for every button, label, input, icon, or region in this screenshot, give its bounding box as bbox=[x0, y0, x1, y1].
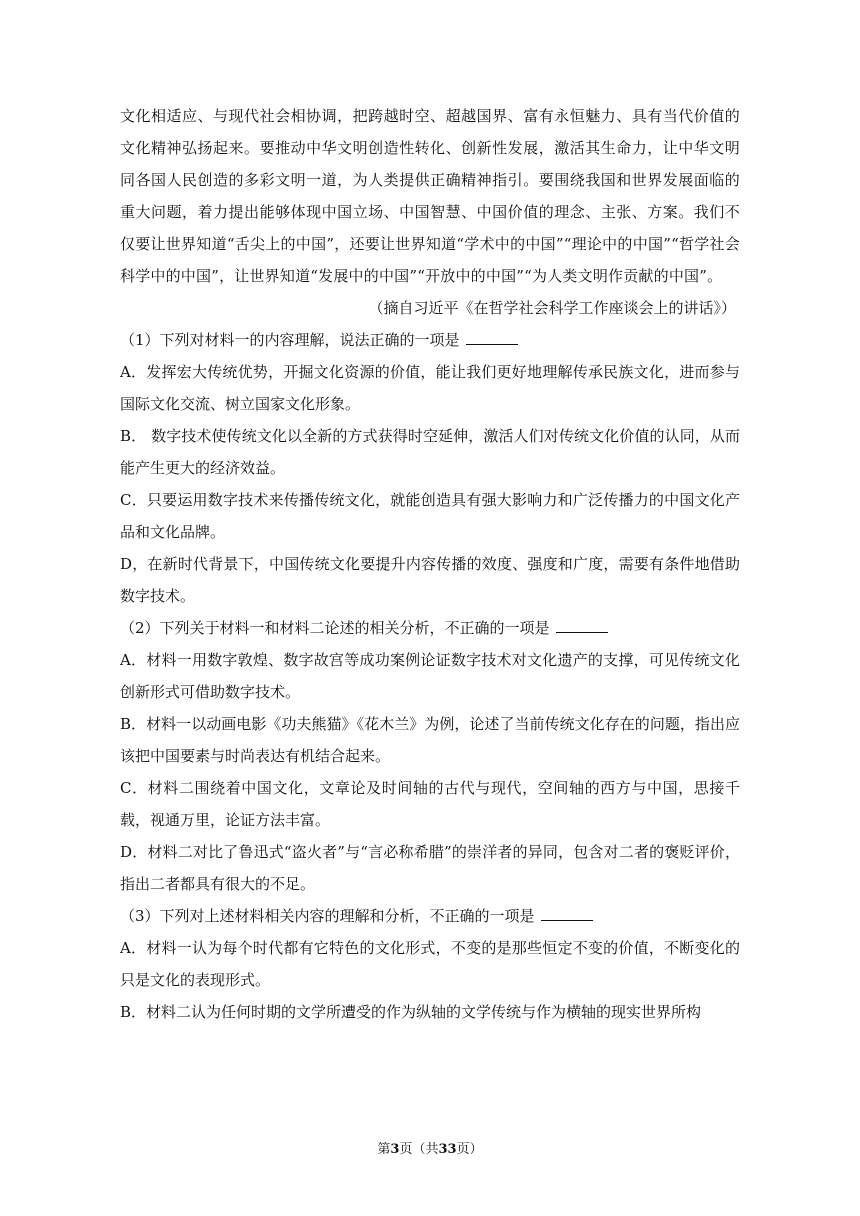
answer-blank bbox=[466, 330, 518, 345]
question-1 bbox=[120, 324, 740, 612]
question-stem: （2）下列关于材料一和材料二论述的相关分析，不正确的一项是 bbox=[120, 612, 740, 644]
option-b: B．材料二认为任何时期的文学所遭受的作为纵轴的文学传统与作为横轴的现实世界所构 bbox=[120, 1003, 702, 1021]
question-stem: （1）下列对材料一的内容理解，说法正确的一项是 bbox=[120, 324, 740, 356]
exam-page-content bbox=[120, 100, 740, 1028]
option-a: A．发挥宏大传统优势，开掘文化资源的价值，能让我们更好地理解传承民族文化，进而参与国际文化交流、树立国家文化形象。 bbox=[120, 363, 740, 413]
option-b: B． 数字技术使传统文化以全新的方式获得时空延伸，激活人们对传统文化价值的认同，从而能产生更大的经济效益。 bbox=[120, 427, 740, 477]
option-a: A．材料一认为每个时代都有它特色的文化形式，不变的是那些恒定不变的价值，不断变化的只是文化的表现形式。 bbox=[120, 939, 740, 989]
option-b: B．材料一以动画电影《功夫熊猫》《花木兰》为例，论述了当前传统文化存在的问题，指出应该把中国要素与时尚表达有机结合起来。 bbox=[120, 715, 740, 765]
page-footer: 第3页（共33页） bbox=[377, 1142, 483, 1157]
material-two-text: 文化相适应、与现代社会相协调，把跨越时空、超越国界、富有永恒魅力、具有当代价值的文化精神弘扬起来。要推动中华文明创造性转化、创新性发展，激活其生命力，让中华文明同各国人民创造的多彩文明一道，为人类提供正确精神指引。要围绕我国和世界发展面临的重大问题，着力提出能够体现中国立场、中国智慧、中国价值的理念、主张、方案。我们不仅要让世界知道“舌尖上的中国”，还要让世界知道“学术中的中国”“理论中的中国”“哲学社会科学中的中国”，让世界知道“发展中的中国”“开放中的中国”“为人类文明作贡献的中国”。 bbox=[120, 107, 740, 285]
option-c: C．只要运用数字技术来传播传统文化，就能创造具有强大影响力和广泛传播力的中国文化产品和文化品牌。 bbox=[120, 491, 740, 541]
option-d: D，在新时代背景下，中国传统文化要提升内容传播的效度、强度和广度，需要有条件地借助数字技术。 bbox=[120, 555, 740, 605]
option-a: A．材料一用数字敦煌、数字故宫等成功案例论证数字技术对文化遗产的支撑，可见传统文化创新形式可借助数字技术。 bbox=[120, 651, 740, 701]
option-c: C．材料二围绕着中国文化，文章论及时间轴的古代与现代，空间轴的西方与中国，思接千载，视通万里，论证方法丰富。 bbox=[120, 779, 740, 829]
answer-blank bbox=[556, 618, 608, 633]
source-citation: （摘自习近平《在哲学社会科学工作座谈会上的讲话》） bbox=[368, 299, 736, 317]
question-2 bbox=[120, 612, 740, 900]
answer-blank bbox=[541, 906, 593, 921]
option-d: D．材料二对比了鲁迅式“盗火者”与“言必称希腊”的崇洋者的异同，包含对二者的褒贬评价，指出二者都具有很大的不足。 bbox=[120, 843, 740, 893]
page-total: 33 bbox=[438, 1142, 457, 1157]
question-stem: （3）下列对上述材料相关内容的理解和分析，不正确的一项是 bbox=[120, 900, 740, 932]
question-3 bbox=[120, 900, 740, 1028]
page-number: 3 bbox=[390, 1142, 400, 1157]
